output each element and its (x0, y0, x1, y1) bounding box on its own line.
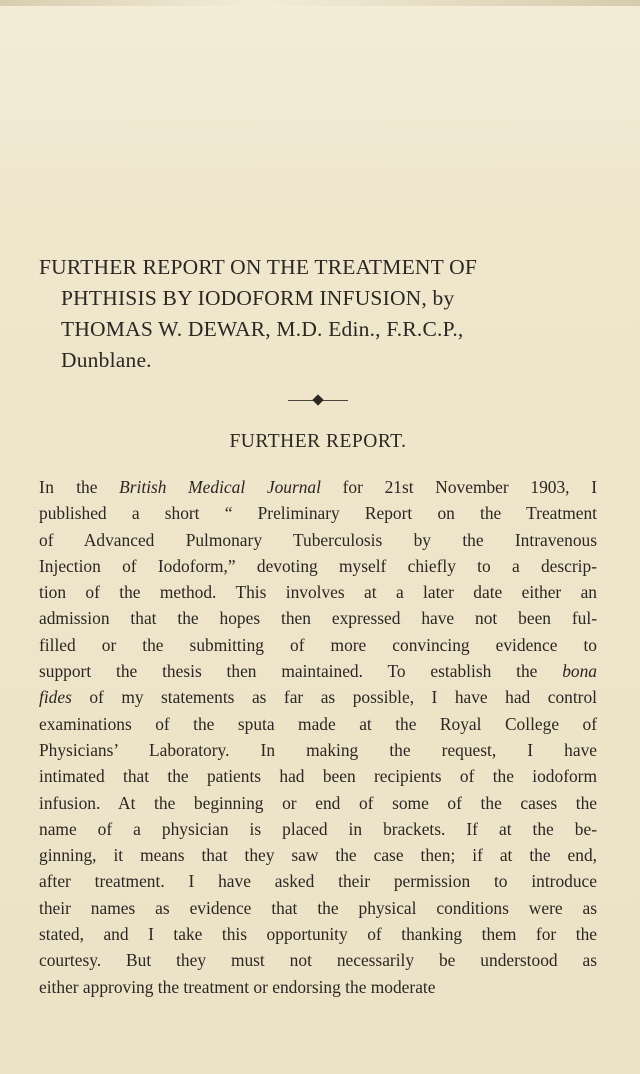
body-line: after treatment. I have asked their permission to introduce (39, 871, 597, 892)
italic-phrase: fides (39, 687, 72, 708)
body-line: intimated that the patients had been recipients of the iodoform (39, 766, 597, 787)
section-ornament (288, 394, 348, 408)
body-line (39, 474, 597, 500)
diamond-icon (312, 394, 323, 405)
body-line: published a short “ Preliminary Report on the Treatment (39, 503, 597, 524)
section-heading: FURTHER REPORT. (229, 431, 407, 452)
body-line: admission that the hopes then expressed have not been ful- (39, 608, 597, 629)
body-paragraph (39, 474, 597, 1000)
body-line: infusion. At the beginning or end of some of the cases the (39, 792, 597, 813)
title-line: Dunblane. (61, 348, 152, 372)
body-line: courtesy. But they must not necessarily be understood as (39, 950, 597, 971)
body-line-segment: for 21st November 1903, I (320, 477, 597, 497)
body-line-segment: In (39, 477, 55, 497)
title-line: THOMAS W. DEWAR, M.D. Edin., F.R.C.P., (61, 317, 464, 341)
body-line-segment: the (54, 477, 120, 497)
body-line: examinations of the sputa made at the Royal College of (39, 713, 597, 734)
body-line (39, 658, 597, 684)
body-line: their names as evidence that the physical conditions were as (39, 897, 597, 918)
body-line: of Advanced Pulmonary Tuberculosis by the Intravenous (39, 529, 597, 550)
body-line: tion of the method. This involves at a later date either an (39, 582, 597, 603)
body-line: Physicians’ Laboratory. In making the request, I have (39, 739, 597, 760)
body-line: filled or the submitting of more convincing evidence to (39, 634, 597, 655)
body-line (39, 684, 597, 710)
body-line-segment: of my statements as far as possible, I have had control (71, 687, 597, 708)
body-line: either approving the treatment or endorsing the moderate (39, 976, 436, 997)
title-line: PHTHISIS BY IODOFORM INFUSION, by (61, 286, 455, 310)
body-line-segment: support the thesis then maintained. To establish the (39, 661, 563, 682)
article-title (39, 252, 597, 376)
title-line: FURTHER REPORT ON THE TREATMENT OF (39, 255, 478, 279)
journal-name: British Medical Journal (119, 477, 321, 497)
page-edge-shadow (0, 0, 640, 6)
body-line: ginning, it means that they saw the case then; if at the end, (39, 845, 597, 866)
body-line: Injection of Iodoform,” devoting myself chiefly to a descrip- (39, 555, 597, 576)
italic-phrase: bona (562, 661, 597, 682)
body-line: stated, and I take this opportunity of thanking them for the (39, 924, 597, 945)
body-line: name of a physician is placed in brackets. If at the be- (39, 818, 597, 839)
